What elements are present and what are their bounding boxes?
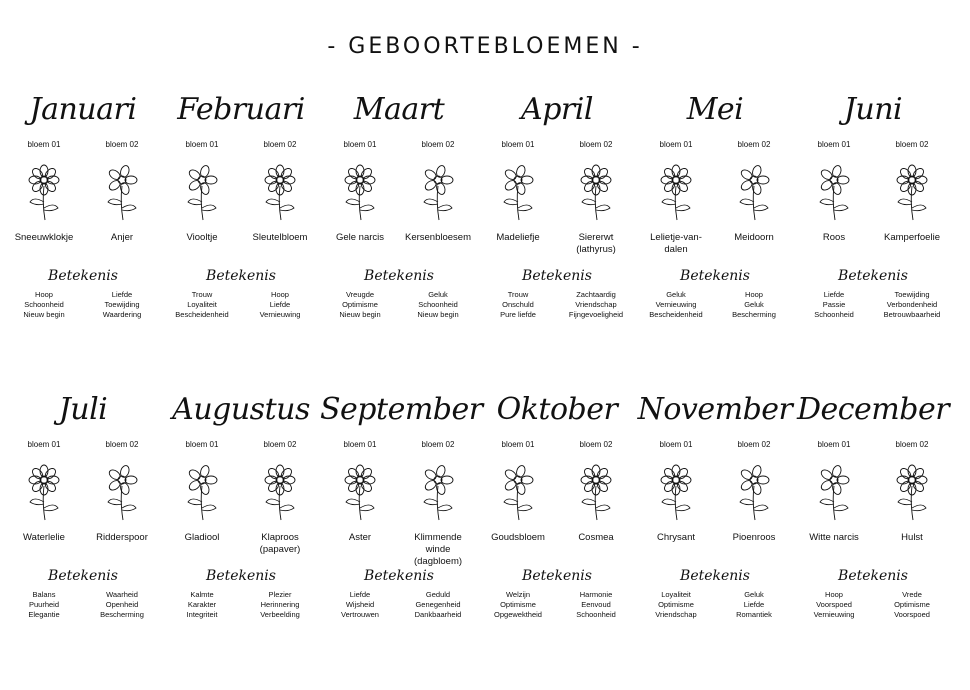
meaning-item: Fijngevoeligheid bbox=[568, 310, 624, 319]
meaning-item: Passie bbox=[822, 300, 846, 309]
meaning-item: Schoonheid bbox=[418, 300, 458, 309]
month-name: November bbox=[637, 392, 793, 427]
betekenis-heading: Betekenis bbox=[364, 568, 434, 584]
flower-illustration-icon bbox=[166, 156, 238, 222]
flower-name-1: Madeliefje bbox=[496, 232, 540, 243]
flower-name-2: Siererwt (lathyrus) bbox=[576, 232, 616, 255]
flower-illustration-icon bbox=[324, 456, 396, 522]
meaning-list-1 bbox=[798, 590, 870, 620]
flower-name-2: Kersenbloesem bbox=[404, 232, 471, 243]
flower-name-1: Witte narcis bbox=[809, 532, 859, 543]
flower-name-2: Kamperfoelie bbox=[884, 232, 940, 243]
bloem-label-1: bloem 01 bbox=[27, 440, 61, 449]
flower-name-2: Klaproos (papaver) bbox=[259, 532, 301, 555]
meaning-item: Pure liefde bbox=[500, 310, 536, 319]
flower-illustration-icon bbox=[640, 456, 712, 522]
meaning-list-2 bbox=[876, 590, 948, 620]
flower-illustration-icon bbox=[166, 456, 238, 522]
flower-name-1: Viooltje bbox=[186, 232, 218, 243]
meaning-list-1 bbox=[8, 590, 80, 620]
meaning-item: Optimisme bbox=[658, 600, 694, 609]
meaning-item: Vriendschap bbox=[575, 300, 617, 309]
meaning-item: Genegenheid bbox=[415, 600, 461, 609]
month-card-april bbox=[478, 90, 636, 390]
flower-name-2: Sleutelbloem bbox=[252, 232, 308, 243]
meaning-item: Schoonheid bbox=[814, 310, 854, 319]
bloem-label-2: bloem 02 bbox=[579, 140, 613, 149]
meaning-list-2 bbox=[86, 290, 158, 320]
meaning-item: Nieuw begin bbox=[23, 310, 65, 319]
meaning-item: Geduld bbox=[425, 590, 451, 599]
flower-name-2: Meidoorn bbox=[734, 232, 774, 243]
meaning-item: Vernieuwing bbox=[813, 610, 855, 619]
flower-name-2: Cosmea bbox=[578, 532, 614, 543]
meaning-item: Dankbaarheid bbox=[414, 610, 462, 619]
meaning-list-1 bbox=[324, 290, 396, 320]
meaning-item: Hoop bbox=[745, 290, 763, 299]
meaning-list-2 bbox=[876, 290, 948, 320]
betekenis-heading: Betekenis bbox=[522, 568, 592, 584]
flower-illustration-icon bbox=[718, 156, 790, 222]
meaning-item: Karakter bbox=[187, 600, 217, 609]
month-name: Juni bbox=[843, 92, 903, 127]
betekenis-heading: Betekenis bbox=[206, 268, 276, 284]
meaning-item: Voorspoed bbox=[894, 610, 930, 619]
meaning-item: Romantiek bbox=[736, 610, 772, 619]
meaning-list-2 bbox=[402, 290, 474, 320]
meaning-item: Bescherming bbox=[732, 310, 776, 319]
flower-illustration-icon bbox=[482, 456, 554, 522]
flower-illustration-icon bbox=[560, 156, 632, 222]
meaning-item: Optimisme bbox=[342, 300, 378, 309]
bloem-label-1: bloem 01 bbox=[659, 440, 693, 449]
meaning-item: Verbeelding bbox=[260, 610, 300, 619]
bloem-label-2: bloem 02 bbox=[105, 440, 139, 449]
meaning-item: Trouw bbox=[191, 290, 213, 299]
flower-name-1: Gele narcis bbox=[335, 232, 385, 243]
month-card-maart bbox=[320, 90, 478, 390]
month-card-oktober bbox=[478, 390, 636, 690]
month-name: Januari bbox=[29, 92, 137, 127]
bloem-label-2: bloem 02 bbox=[737, 140, 771, 149]
meaning-list-1 bbox=[8, 290, 80, 320]
meaning-item: Vernieuwing bbox=[655, 300, 697, 309]
flower-name-2: Hulst bbox=[901, 532, 923, 543]
meaning-item: Harmonie bbox=[579, 590, 613, 599]
meaning-list-1 bbox=[798, 290, 870, 320]
flower-illustration-icon bbox=[244, 156, 316, 222]
meaning-item: Geluk bbox=[744, 300, 764, 309]
bloem-label-1: bloem 01 bbox=[501, 140, 535, 149]
meaning-item: Voorspoed bbox=[816, 600, 852, 609]
meaning-item: Loyaliteit bbox=[187, 300, 217, 309]
meaning-item: Onschuld bbox=[502, 300, 534, 309]
meaning-item: Nieuw begin bbox=[339, 310, 381, 319]
flower-name-1: Goudsbloem bbox=[491, 532, 545, 543]
flower-name-1: Lelietje-van-dalen bbox=[650, 232, 702, 255]
flower-name-1: Chrysant bbox=[656, 532, 695, 543]
bloem-label-2: bloem 02 bbox=[895, 440, 929, 449]
month-card-augustus bbox=[162, 390, 320, 690]
bloem-label-1: bloem 01 bbox=[817, 140, 851, 149]
month-card-mei bbox=[636, 90, 794, 390]
meaning-item: Zachtaardig bbox=[576, 290, 616, 299]
month-card-juli bbox=[4, 390, 162, 690]
meaning-item: Betrouwbaarheid bbox=[883, 310, 941, 319]
meaning-list-2 bbox=[86, 590, 158, 620]
flower-illustration-icon bbox=[8, 156, 80, 222]
flower-illustration-icon bbox=[8, 456, 80, 522]
meaning-item: Toewijding bbox=[104, 300, 140, 309]
meaning-item: Liefde bbox=[823, 290, 845, 299]
meaning-list-2 bbox=[244, 590, 316, 620]
bloem-label-2: bloem 02 bbox=[105, 140, 139, 149]
meaning-list-2 bbox=[560, 590, 632, 620]
flower-illustration-icon bbox=[86, 156, 158, 222]
meaning-list-1 bbox=[166, 590, 238, 620]
meaning-item: Bescherming bbox=[100, 610, 144, 619]
flower-illustration-icon bbox=[798, 456, 870, 522]
meaning-item: Waarheid bbox=[106, 590, 138, 599]
meaning-item: Optimisme bbox=[894, 600, 930, 609]
bloem-label-2: bloem 02 bbox=[263, 440, 297, 449]
bloem-label-1: bloem 01 bbox=[185, 440, 219, 449]
betekenis-heading: Betekenis bbox=[48, 568, 118, 584]
flower-illustration-icon bbox=[876, 456, 948, 522]
meaning-item: Hoop bbox=[271, 290, 289, 299]
flower-name-2: Ridderspoor bbox=[96, 532, 148, 543]
bloem-label-2: bloem 02 bbox=[895, 140, 929, 149]
bloem-label-2: bloem 02 bbox=[579, 440, 613, 449]
meaning-item: Liefde bbox=[743, 600, 765, 609]
meaning-item: Welzijn bbox=[505, 590, 531, 599]
flower-illustration-icon bbox=[876, 156, 948, 222]
month-card-december bbox=[794, 390, 952, 690]
meaning-list-1 bbox=[640, 290, 712, 320]
meaning-item: Vernieuwing bbox=[259, 310, 301, 319]
meaning-item: Waardering bbox=[102, 310, 142, 319]
flower-illustration-icon bbox=[324, 156, 396, 222]
meaning-item: Vreugde bbox=[345, 290, 375, 299]
month-card-november bbox=[636, 390, 794, 690]
meaning-item: Puurheid bbox=[28, 600, 60, 609]
meaning-item: Schoonheid bbox=[576, 610, 616, 619]
flower-illustration-icon bbox=[402, 156, 474, 222]
betekenis-heading: Betekenis bbox=[48, 268, 118, 284]
meaning-item: Liefde bbox=[111, 290, 133, 299]
meaning-list-2 bbox=[560, 290, 632, 320]
meaning-item: Herinnering bbox=[260, 600, 300, 609]
month-name: Juli bbox=[58, 392, 108, 427]
bloem-label-1: bloem 01 bbox=[659, 140, 693, 149]
meaning-list-1 bbox=[324, 590, 396, 620]
meaning-item: Vriendschap bbox=[655, 610, 697, 619]
flower-name-2: Anjer bbox=[110, 232, 134, 243]
page-title: - GEBOORTEBLOEMEN - bbox=[327, 34, 643, 59]
bloem-label-2: bloem 02 bbox=[263, 140, 297, 149]
month-card-januari bbox=[4, 90, 162, 390]
meaning-item: Liefde bbox=[269, 300, 291, 309]
meaning-item: Geluk bbox=[666, 290, 686, 299]
meaning-item: Bescheidenheid bbox=[175, 310, 229, 319]
meaning-item: Nieuw begin bbox=[417, 310, 459, 319]
bloem-label-2: bloem 02 bbox=[421, 140, 455, 149]
meaning-item: Integriteit bbox=[186, 610, 218, 619]
month-name: April bbox=[521, 92, 593, 127]
flower-name-1: Waterlelie bbox=[23, 532, 65, 543]
meaning-list-1 bbox=[482, 590, 554, 620]
meaning-list-1 bbox=[482, 290, 554, 320]
month-name: Oktober bbox=[496, 392, 618, 427]
meaning-item: Elegantie bbox=[28, 610, 60, 619]
bloem-label-1: bloem 01 bbox=[817, 440, 851, 449]
bloem-label-1: bloem 01 bbox=[27, 140, 61, 149]
meaning-item: Plezier bbox=[268, 590, 292, 599]
flower-illustration-icon bbox=[640, 156, 712, 222]
meaning-list-2 bbox=[244, 290, 316, 320]
meaning-item: Opgewektheid bbox=[494, 610, 542, 619]
month-name: Maart bbox=[353, 92, 445, 127]
bloem-label-1: bloem 01 bbox=[343, 440, 377, 449]
meaning-item: Kalmte bbox=[190, 590, 214, 599]
month-name: Augustus bbox=[172, 392, 310, 427]
month-card-juni bbox=[794, 90, 952, 390]
flower-name-1: Aster bbox=[348, 532, 372, 543]
bloem-label-2: bloem 02 bbox=[737, 440, 771, 449]
meaning-item: Loyaliteit bbox=[661, 590, 691, 599]
meaning-item: Vertrouwen bbox=[341, 610, 379, 619]
meaning-list-1 bbox=[640, 590, 712, 620]
bloem-label-1: bloem 01 bbox=[501, 440, 535, 449]
month-name: Mei bbox=[686, 92, 744, 127]
betekenis-heading: Betekenis bbox=[206, 568, 276, 584]
betekenis-heading: Betekenis bbox=[364, 268, 434, 284]
meaning-item: Geluk bbox=[428, 290, 448, 299]
flower-name-2: Klimmende winde (dagbloem) bbox=[413, 532, 463, 567]
month-name: Februari bbox=[177, 92, 305, 127]
betekenis-heading: Betekenis bbox=[680, 568, 750, 584]
meaning-list-2 bbox=[402, 590, 474, 620]
flower-illustration-icon bbox=[402, 456, 474, 522]
flower-illustration-icon bbox=[86, 456, 158, 522]
meaning-item: Trouw bbox=[507, 290, 529, 299]
flower-name-1: Sneeuwklokje bbox=[14, 232, 74, 243]
betekenis-heading: Betekenis bbox=[522, 268, 592, 284]
meaning-item: Openheid bbox=[105, 600, 139, 609]
meaning-item: Hoop bbox=[35, 290, 53, 299]
flower-illustration-icon bbox=[798, 156, 870, 222]
meaning-item: Hoop bbox=[825, 590, 843, 599]
betekenis-heading: Betekenis bbox=[838, 568, 908, 584]
flower-illustration-icon bbox=[482, 156, 554, 222]
flower-illustration-icon bbox=[718, 456, 790, 522]
meaning-item: Wijsheid bbox=[345, 600, 375, 609]
meaning-item: Bescheidenheid bbox=[649, 310, 703, 319]
meaning-item: Verbondenheid bbox=[886, 300, 938, 309]
betekenis-heading: Betekenis bbox=[838, 268, 908, 284]
month-name: December bbox=[796, 392, 950, 427]
meaning-item: Liefde bbox=[349, 590, 371, 599]
month-card-september bbox=[320, 390, 483, 690]
meaning-item: Balans bbox=[32, 590, 56, 599]
meaning-item: Optimisme bbox=[500, 600, 536, 609]
meaning-list-2 bbox=[718, 290, 790, 320]
flower-illustration-icon bbox=[560, 456, 632, 522]
meaning-list-1 bbox=[166, 290, 238, 320]
bloem-label-2: bloem 02 bbox=[421, 440, 455, 449]
flower-illustration-icon bbox=[244, 456, 316, 522]
bloem-label-1: bloem 01 bbox=[185, 140, 219, 149]
month-name: September bbox=[320, 392, 483, 427]
betekenis-heading: Betekenis bbox=[680, 268, 750, 284]
meaning-item: Toewijding bbox=[894, 290, 930, 299]
meaning-item: Vrede bbox=[902, 590, 922, 599]
month-card-februari bbox=[162, 90, 320, 390]
flower-name-1: Roos bbox=[822, 232, 846, 243]
meaning-item: Geluk bbox=[744, 590, 764, 599]
flower-name-2: Pioenroos bbox=[732, 532, 776, 543]
meaning-list-2 bbox=[718, 590, 790, 620]
meaning-item: Schoonheid bbox=[24, 300, 64, 309]
meaning-item: Eenvoud bbox=[581, 600, 611, 609]
bloem-label-1: bloem 01 bbox=[343, 140, 377, 149]
flower-name-1: Gladiool bbox=[184, 532, 220, 543]
